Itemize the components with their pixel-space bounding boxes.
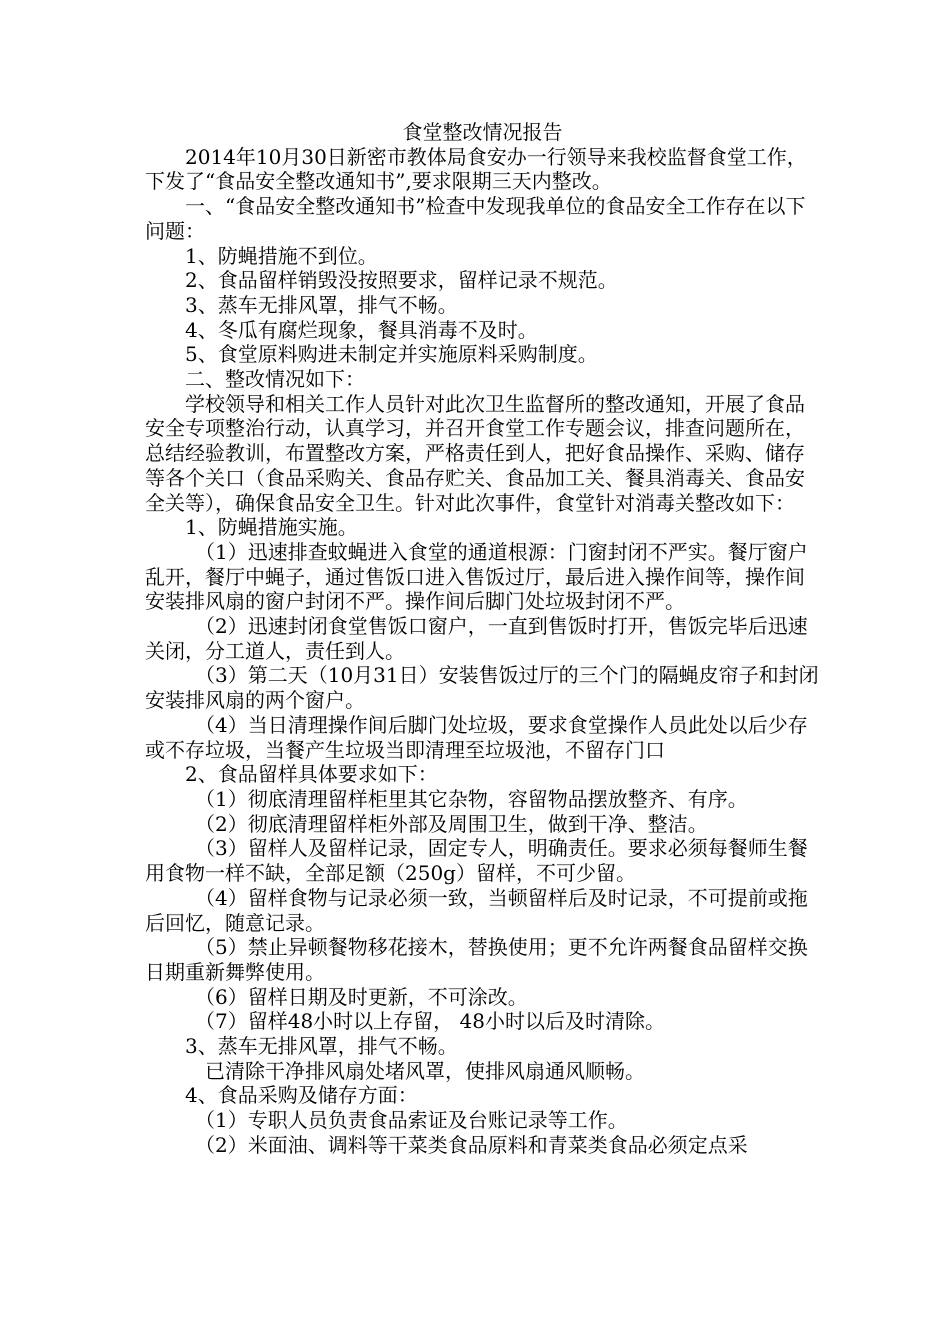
measure-item: （2）迅速封闭食堂售饭口窗户，一直到售饭时打开，售饭完毕后迅速关闭，分工道人，责任到人。 (145, 614, 808, 663)
subsection-heading: 1、防蝇措施实施。 (185, 515, 358, 540)
problem-item: 1、防蝇措施不到位。 (185, 243, 378, 268)
measure-item: （4）当日清理操作间后脚门处垃圾，要求食堂操作人员此处以后少存或不存垃圾，当餐产生垃圾当即清理至垃圾池，不留存门口 (145, 712, 808, 762)
document-body (145, 120, 820, 1158)
measure-item: （5）禁止异顿餐物移花接木，替换使用；更不允许两餐食品留样交换日期重新舞弊使用。 (145, 935, 808, 984)
measure-item: （3）留样人及留样记录，固定专人，明确责任。要求必须每餐师生餐用食物一样不缺，全部足额（250g）留样，不可少留。 (145, 836, 808, 886)
measure-item: （2）彻底清理留样柜外部及周围卫生，做到干净、整洁。 (195, 811, 708, 836)
measure-item: （3）第二天（10月31日）安装售饭过厅的三个门的隔蝇皮帘子和封闭安装排风扇的两个窗户。 (145, 663, 819, 713)
measure-item: （4）留样食物与记录必须一致，当顿留样后及时记录，不可提前或拖后回忆，随意记录。 (145, 885, 808, 935)
problem-item: 5、食堂原料购进未制定并实施原料采购制度。 (185, 342, 598, 367)
body-paragraph: 已清除干净排风扇处堵风罩，使排风扇通风顺畅。 (205, 1058, 645, 1083)
body-paragraph: 学校领导和相关工作人员针对此次卫生监督所的整改通知，开展了食品安全专项整治行动，认真学习，并召开食堂工作专题会议，排查问题所在，总结经验教训，布置整改方案，严格责任到人，把好食品操作、采购、储存等各个关口（食品采购关、食品存贮关、食品加工关、餐具消毒关、食品安全关等），确保食品安全卫生。针对此次事件，食堂针对消毒关整改如下： (145, 391, 805, 515)
measure-item: （1）专职人员负责食品索证及台账记录等工作。 (195, 1108, 628, 1133)
measure-item: （1）彻底清理留样柜里其它杂物，容留物品摆放整齐、有序。 (195, 786, 748, 811)
intro-paragraph: 2014年10月30日新密市教体局食安办一行领导来我校监督食堂工作，下发了“食品安全整改通知书”,要求限期三天内整改。 (145, 144, 807, 194)
section-heading-problems: 一、“食品安全整改通知书”检查中发现我单位的食品安全工作存在以下问题： (145, 194, 806, 243)
measure-item: （7）留样48小时以上存留， 48小时以后及时清除。 (195, 1009, 665, 1034)
measure-item: （6）留样日期及时更新，不可涂改。 (195, 984, 528, 1009)
problem-item: 2、食品留样销毁没按照要求，留样记录不规范。 (185, 268, 618, 293)
subsection-heading: 2、食品留样具体要求如下： (185, 762, 438, 787)
section-heading-rectification: 二、整改情况如下： (185, 367, 365, 392)
subsection-heading: 3、蒸车无排风罩，排气不畅。 (185, 1034, 458, 1059)
measure-item: （2）米面油、调料等干菜类食品原料和青菜类食品必须定点采 (195, 1132, 748, 1157)
document-title: 食堂整改情况报告 (402, 120, 563, 144)
problem-item: 4、冬瓜有腐烂现象，餐具消毒不及时。 (185, 317, 538, 342)
measure-item: （1）迅速排查蚊蝇进入食堂的通道根源：门窗封闭不严实。餐厅窗户乱开，餐厅中蝇子，通过售饭口进入售饭过厅，最后进入操作间等，操作间安装排风扇的窗户封闭不严。操作间后脚门处垃圾封闭不严。 (145, 539, 808, 614)
subsection-heading: 4、食品采购及储存方面： (185, 1083, 418, 1108)
problem-item: 3、蒸车无排风罩，排气不畅。 (185, 292, 458, 317)
